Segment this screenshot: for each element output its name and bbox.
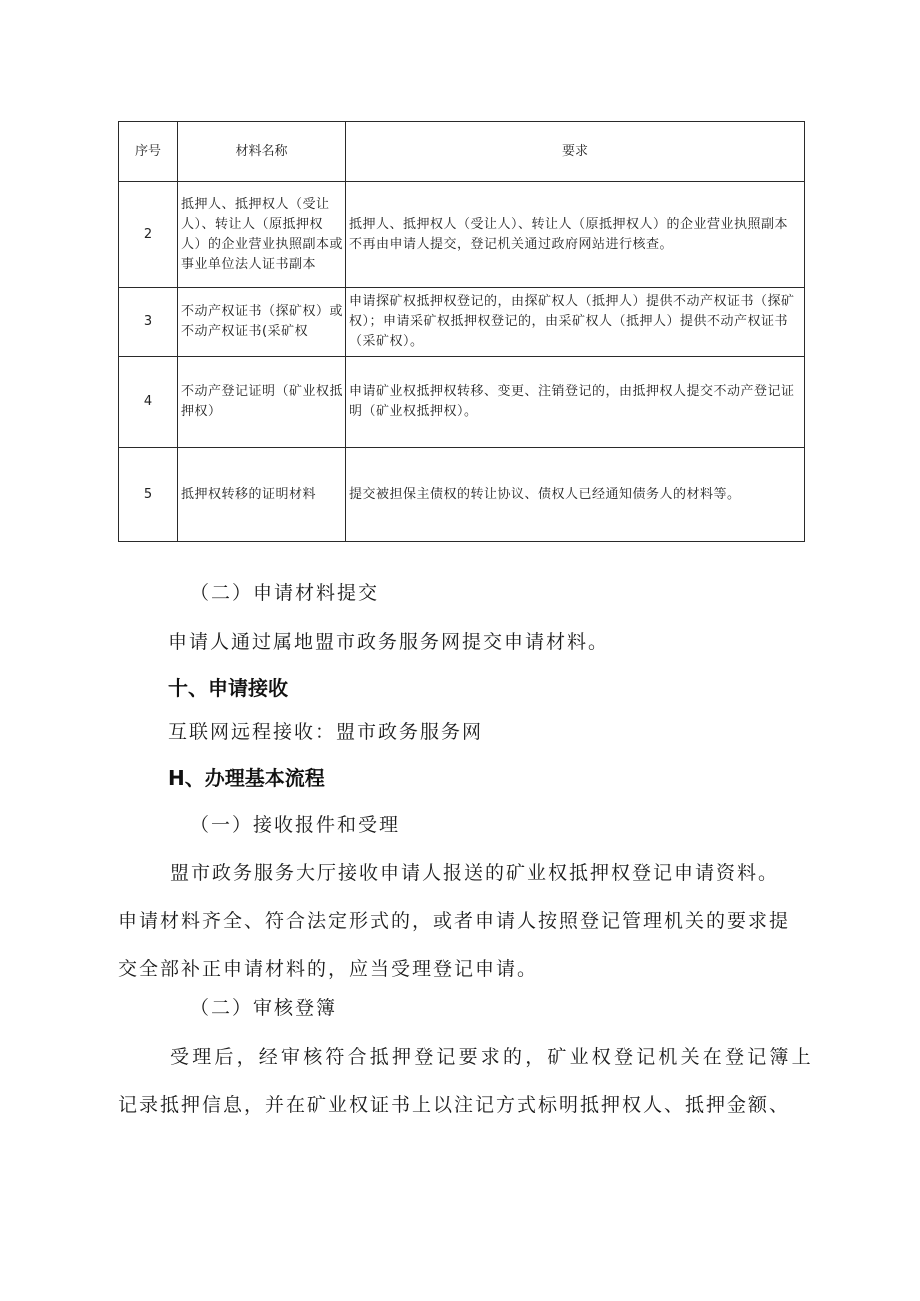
table-row [119,182,805,288]
row-material-name: 不动产登记证明（矿业权抵押权） [178,357,346,448]
paragraph-review-line: 记录抵押信息，并在矿业权证书上以注记方式标明抵押权人、抵押金额、 [118,1094,791,1116]
row-requirement: 提交被担保主债权的转让协议、债权人已经通知债务人的材料等。 [346,448,805,542]
header-serial: 序号 [119,122,178,182]
materials-table [118,121,805,542]
row-serial: 3 [119,288,178,357]
subheading-material-submission: （二）申请材料提交 [190,582,380,604]
header-material-name: 材料名称 [178,122,346,182]
table-row [119,357,805,448]
header-requirement: 要求 [346,122,805,182]
table-header-row [119,122,805,182]
paragraph-accept-line: 交全部补正申请材料的，应当受理登记申请。 [118,958,539,980]
paragraph-accept-line: 盟市政务服务大厅接收申请人报送的矿业权抵押权登记申请资料。 [170,862,780,884]
paragraph-accept-line: 申请材料齐全、符合法定形式的，或者申请人按照登记管理机关的要求提 [118,910,791,932]
paragraph-receipt: 互联网远程接收：盟市政务服务网 [168,721,484,743]
row-requirement: 抵押人、抵押权人（受让人）、转让人（原抵押权人）的企业营业执照副本不再由申请人提交，登记机关通过政府网站进行核查。 [346,182,805,288]
section-heading-application-receipt: 十、申请接收 [168,676,288,700]
table-row [119,288,805,357]
subheading-receive-accept: （一）接收报件和受理 [190,814,401,836]
paragraph-submission: 申请人通过属地盟市政务服务网提交申请材料。 [168,631,610,653]
subheading-review-register: （二）审核登簿 [190,997,338,1019]
row-material-name: 不动产权证书（探矿权）或不动产权证书(采矿权 [178,288,346,357]
table-row [119,448,805,542]
row-serial: 5 [119,448,178,542]
row-material-name: 抵押权转移的证明材料 [178,448,346,542]
row-serial: 4 [119,357,178,448]
section-heading-basic-process: H、办理基本流程 [168,766,325,790]
paragraph-review-line: 受理后，经审核符合抵押登记要求的，矿业权登记机关在登记簿上 [170,1046,814,1068]
row-requirement: 申请探矿权抵押权登记的，由探矿权人（抵押人）提供不动产权证书（探矿权）；申请采矿权抵押权登记的，由采矿权人（抵押人）提供不动产权证书（采矿权）。 [346,288,805,357]
row-requirement: 申请矿业权抵押权转移、变更、注销登记的，由抵押权人提交不动产登记证明（矿业权抵押权）。 [346,357,805,448]
row-serial: 2 [119,182,178,288]
row-material-name: 抵押人、抵押权人（受让人）、转让人（原抵押权人）的企业营业执照副本或事业单位法人证书副本 [178,182,346,288]
